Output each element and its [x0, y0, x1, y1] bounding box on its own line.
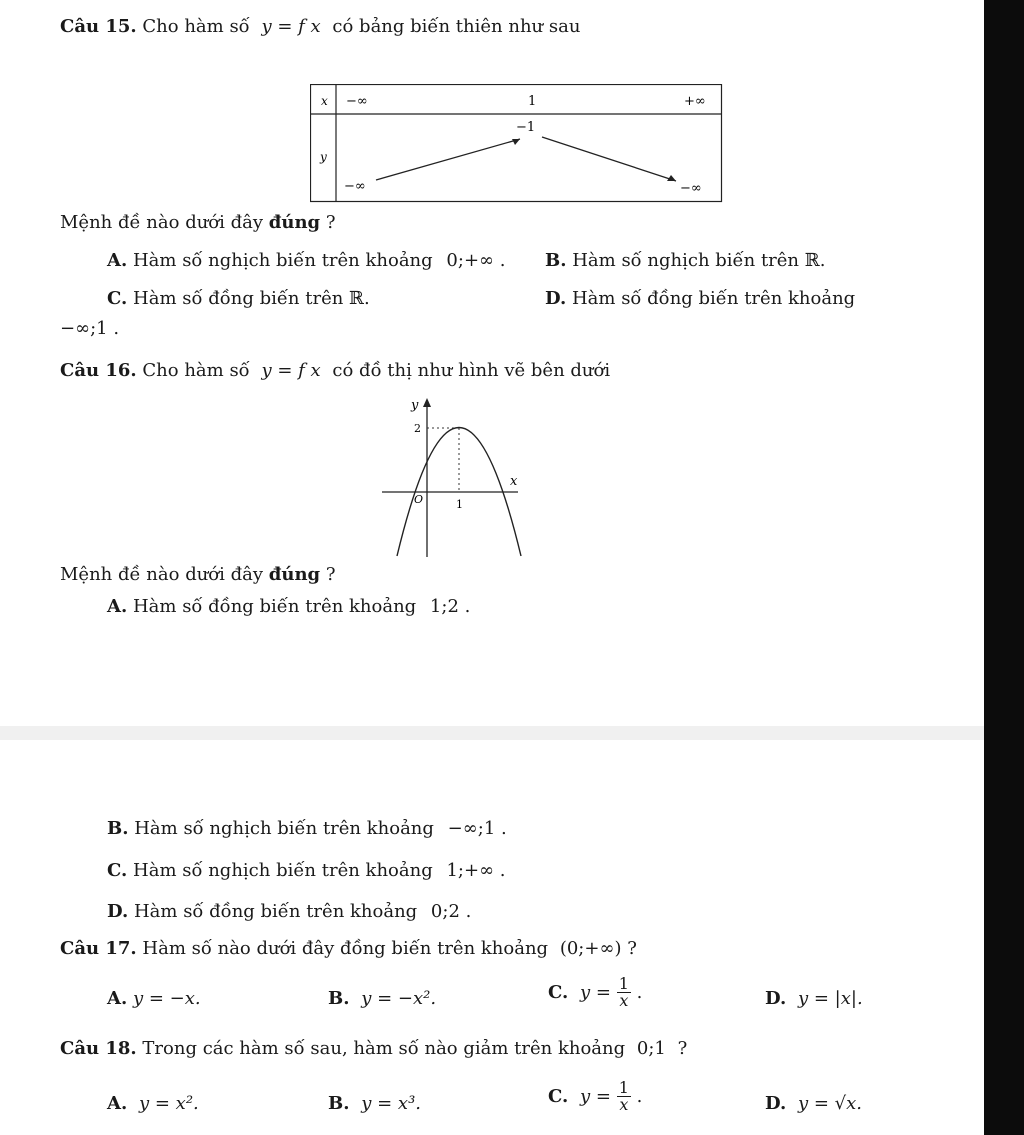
y-axis-arrow — [423, 398, 431, 407]
graph-tick-y: 2 — [414, 422, 421, 435]
q17-a-label: A. — [107, 988, 128, 1009]
q18-option-a[interactable] — [107, 1093, 199, 1114]
q17-c-num: 1 — [618, 974, 629, 993]
variation-table — [310, 84, 724, 204]
q16-d-text: Hàm số đồng biến trên khoảng — [133, 901, 418, 922]
table-x-label: x — [321, 94, 328, 108]
q18-option-c[interactable] — [548, 1080, 642, 1113]
table-y-label: y — [320, 150, 327, 164]
q16-option-d[interactable] — [107, 901, 471, 922]
q15-c-label: C. — [107, 288, 128, 309]
q18-label: Câu 18. — [60, 1038, 137, 1059]
q16-a-text: Hàm số đồng biến trên khoảng — [132, 596, 417, 617]
q17-c-den: x — [619, 991, 629, 1010]
q15-header — [60, 16, 580, 37]
q15-option-b[interactable] — [545, 250, 825, 271]
q18-c-fraction — [617, 1080, 631, 1113]
page-gap — [0, 726, 984, 740]
q15-b-text: Hàm số nghịch biến trên ℝ. — [572, 250, 826, 271]
q18-c-num: 1 — [618, 1078, 629, 1097]
q17-c-pre: y = — [580, 982, 611, 1003]
table-y-max: −1 — [516, 120, 536, 135]
q18-qmark: ? — [677, 1038, 688, 1059]
q17-d-label: D. — [765, 988, 787, 1009]
q15-stem: Cho hàm số — [142, 16, 250, 37]
q16-option-c[interactable] — [107, 860, 506, 881]
q17-text: Hàm số nào dưới đây đồng biến trên khoảng — [142, 938, 549, 959]
q18-a-math: y = x². — [138, 1093, 199, 1114]
q15-label: Câu 15. — [60, 16, 137, 37]
q15-question-bold: đúng — [268, 212, 321, 233]
q18-c-den: x — [619, 1095, 629, 1114]
q17-label: Câu 17. — [60, 938, 137, 959]
q18-a-label: A. — [107, 1093, 128, 1114]
q15-question-suffix: ? — [325, 212, 336, 233]
q18-c-post: . — [636, 1086, 643, 1107]
q17-a-math: y = −x. — [132, 988, 201, 1009]
right-edge-bar — [984, 0, 1024, 1135]
q16-c-text: Hàm số nghịch biến trên khoảng — [133, 860, 433, 881]
q16-b-text: Hàm số nghịch biến trên khoảng — [134, 818, 434, 839]
q15-a-math: 0;+∞ . — [446, 250, 506, 271]
q18-d-math: y = √x. — [797, 1093, 863, 1114]
q15-a-text: Hàm số nghịch biến trên khoảng — [132, 250, 433, 271]
q17-b-math: y = −x². — [361, 988, 437, 1009]
q17-c-fraction — [617, 976, 631, 1009]
q17-header — [60, 938, 637, 959]
arrow-head-up — [512, 139, 520, 145]
q15-d-text: Hàm số đồng biến trên khoảng — [571, 288, 856, 309]
q15-d-continued: −∞;1 . — [60, 318, 120, 339]
q16-question-bold: đúng — [268, 564, 321, 585]
table-y-right: −∞ — [680, 181, 702, 196]
graph-tick-x: 1 — [456, 498, 463, 511]
q17-option-d[interactable] — [765, 988, 863, 1009]
q15-tail: có bảng biến thiên như sau — [332, 16, 581, 37]
q15-question-prefix: Mệnh đề nào dưới đây — [60, 212, 264, 233]
q15-c-text: Hàm số đồng biến trên ℝ. — [133, 288, 370, 309]
q16-question — [60, 564, 336, 585]
q16-header — [60, 360, 610, 381]
q18-option-b[interactable] — [328, 1093, 421, 1114]
table-arrow-down — [542, 137, 676, 181]
q15-question — [60, 212, 336, 233]
q18-c-label: C. — [548, 1086, 569, 1107]
q18-d-label: D. — [765, 1093, 787, 1114]
q16-tail: có đồ thị như hình vẽ bên dưới — [332, 360, 611, 381]
q15-option-a[interactable] — [107, 250, 505, 271]
q16-question-prefix: Mệnh đề nào dưới đây — [60, 564, 264, 585]
table-x-1: 1 — [528, 94, 537, 109]
q16-func: y = f x — [261, 360, 321, 381]
q17-interval: (0;+∞) — [559, 938, 622, 959]
q16-option-b[interactable] — [107, 818, 507, 839]
q18-text: Trong các hàm số sau, hàm số nào giảm trên khoảng — [142, 1038, 626, 1059]
q18-interval: 0;1 — [636, 1038, 666, 1059]
q15-a-label: A. — [107, 250, 128, 271]
parabola-graph — [378, 392, 528, 558]
table-arrow-up — [376, 139, 520, 180]
q15-option-d[interactable] — [545, 288, 855, 309]
q17-qmark: ? — [627, 938, 637, 959]
q17-c-label: C. — [548, 982, 569, 1003]
graph-x-label: x — [510, 474, 518, 489]
q16-d-label: D. — [107, 901, 129, 922]
q16-d-math: 0;2 . — [430, 901, 472, 922]
q16-a-label: A. — [107, 596, 128, 617]
q15-func: y = f x — [261, 16, 321, 37]
q16-c-math: 1;+∞ . — [446, 860, 506, 881]
q18-header — [60, 1038, 687, 1059]
q16-b-math: −∞;1 . — [447, 818, 507, 839]
q18-option-d[interactable] — [765, 1093, 862, 1114]
q15-d-label: D. — [545, 288, 567, 309]
q17-option-c[interactable] — [548, 976, 642, 1009]
q17-option-a[interactable] — [107, 988, 201, 1009]
table-x-minf: −∞ — [346, 94, 368, 109]
q18-c-pre: y = — [580, 1086, 611, 1107]
q16-stem: Cho hàm số — [142, 360, 250, 381]
q16-label: Câu 16. — [60, 360, 137, 381]
q17-b-label: B. — [328, 988, 350, 1009]
q17-option-b[interactable] — [328, 988, 436, 1009]
q15-option-c[interactable] — [107, 288, 370, 309]
q16-option-a[interactable] — [107, 596, 470, 617]
table-x-pinf: +∞ — [684, 94, 706, 109]
graph-y-label: y — [411, 398, 419, 413]
q16-b-label: B. — [107, 818, 129, 839]
q16-question-suffix: ? — [325, 564, 336, 585]
graph-origin-label: O — [414, 493, 424, 506]
q17-d-math: y = |x|. — [797, 988, 863, 1009]
q18-b-label: B. — [328, 1093, 350, 1114]
q15-b-label: B. — [545, 250, 567, 271]
q18-b-math: y = x³. — [361, 1093, 422, 1114]
q16-a-math: 1;2 . — [429, 596, 471, 617]
q17-c-post: . — [636, 982, 643, 1003]
table-y-left: −∞ — [344, 179, 366, 194]
q16-c-label: C. — [107, 860, 128, 881]
